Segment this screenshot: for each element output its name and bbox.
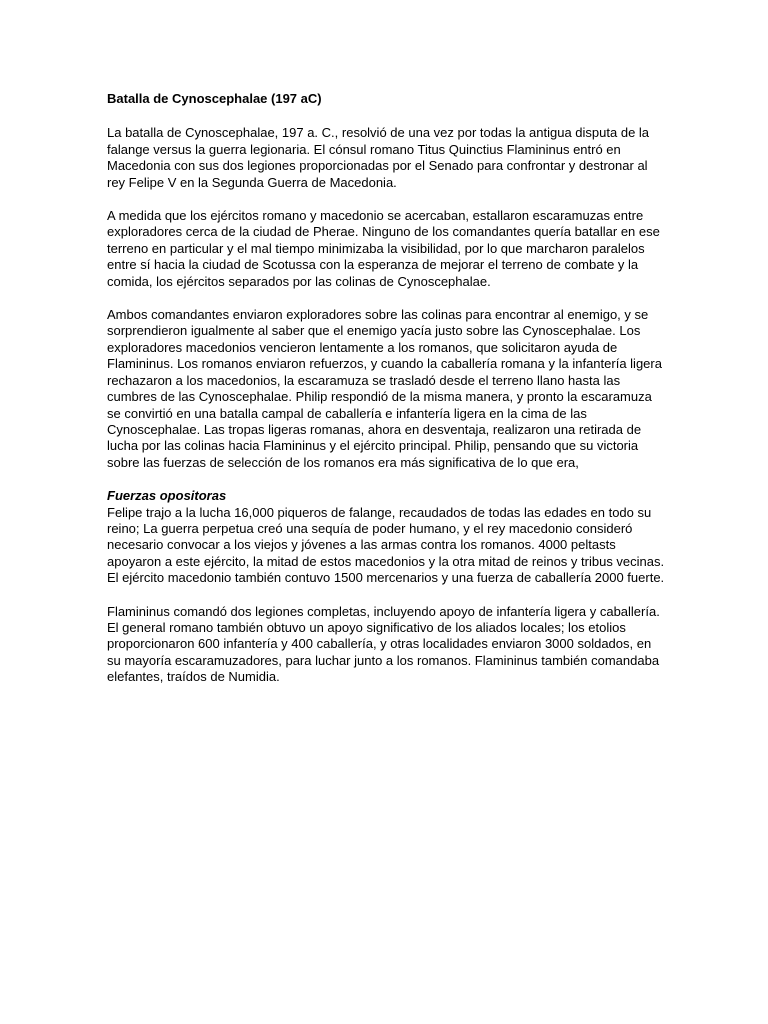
paragraph-intro: La batalla de Cynoscephalae, 197 a. C., resolvió de una vez por todas la antigua disputa de la falange versus la guerra legionaria. El cónsul romano Titus Quinctius Flamininus entró en Macedonia con sus dos legiones proporcionadas por el Senado para confrontar y destronar al rey Felipe V en la Segunda Guerra de Macedonia.	[107, 125, 650, 190]
document-title: Batalla de Cynoscephalae (197 aC)	[107, 91, 322, 106]
section-heading: Fuerzas opositoras	[107, 488, 227, 504]
paragraph-approach: A medida que los ejércitos romano y macedonio se acercaban, estallaron escaramuzas entre exploradores cerca de la ciudad de Pherae. Ninguno de los comandantes quería batallar en ese terreno en particular y el mal tiempo minimizaba la visibilidad, por lo que marcharon paralelos entre sí hacia la ciudad de Scotussa con la esperanza de mejorar el terreno de combate y la comida, los ejércitos separados por las colinas de Cynoscephalae.	[107, 208, 660, 289]
paragraph-macedonian-forces: Felipe trajo a la lucha 16,000 piqueros de falange, recaudados de todas las edades en todo su reino; La guerra perpetua creó una sequía de poder humano, y el rey macedonio consideró necesario convocar a los viejos y jóvenes a las armas contra los romanos. 4000 peltasts apoyaron a este ejército, la mitad de estos macedonios y la otra mitad de reinos y tribus vecinas. El ejército macedonio también contuvo 1500 mercenarios y una fuerza de caballería 2000 fuerte.	[107, 504, 665, 586]
paragraph-skirmish: Ambos comandantes enviaron exploradores sobre las colinas para encontrar al enemigo, y se sorprendieron igualmente al saber que el enemigo yacía justo sobre las Cynoscephalae. Los exploradores macedonios vencieron lentamente a los romanos, que solicitaron ayuda de Flamininus. Los romanos enviaron refuerzos, y cuando la caballería romana y la infantería ligera rechazaron a los macedonios, la escaramuza se trasladó desde el terreno llano hasta las cumbres de las Cynoscephalae. Philip respondió de la misma manera, y pronto la escaramuza se convirtió en una batalla campal de caballería e infantería ligera en la cima de las Cynoscephalae. Las tropas ligeras romanas, ahora en desventaja, realizaron una retirada de lucha por las colinas hacia Flamininus y el ejército principal. Philip, pensando que su victoria sobre las fuerzas de selección de los romanos era más significativa de lo que era,	[107, 307, 662, 470]
paragraph-roman-forces: Flamininus comandó dos legiones completas, incluyendo apoyo de infantería ligera y caballería. El general romano también obtuvo un apoyo significativo de los aliados locales; los etolios proporcionaron 600 infantería y 400 caballería, y otras localidades enviaron 3000 soldados, en su mayoría escaramuzadores, para luchar junto a los romanos. Flamininus también comandaba elefantes, traídos de Numidia.	[107, 603, 660, 685]
section-opposing-forces	[107, 488, 667, 586]
document-page	[107, 91, 667, 703]
